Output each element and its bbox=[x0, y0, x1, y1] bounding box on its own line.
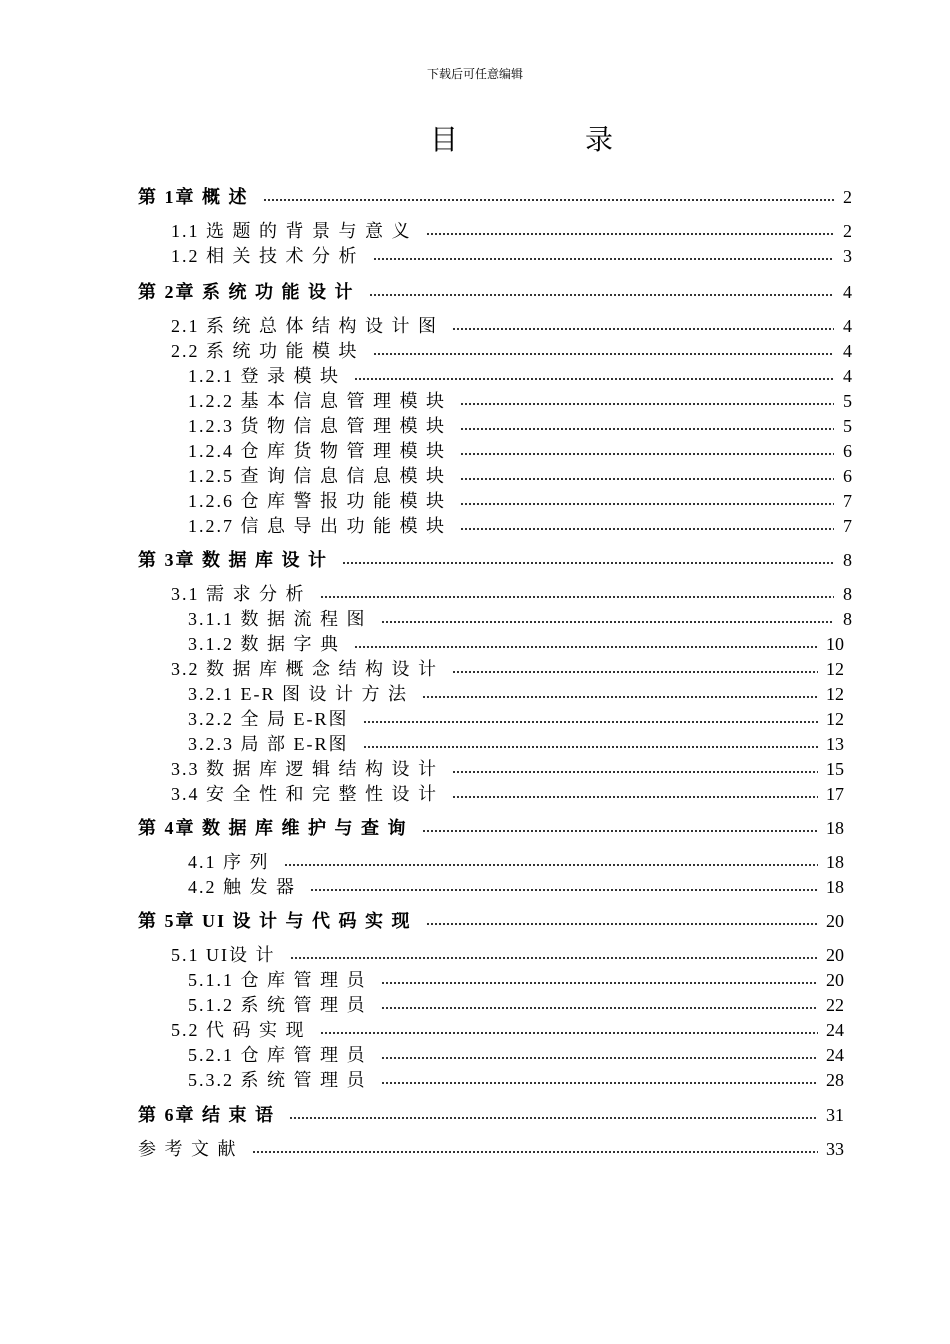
dot-leader bbox=[381, 1082, 819, 1084]
toc-entry bbox=[188, 994, 844, 1016]
toc-entry bbox=[188, 365, 852, 387]
toc-entry bbox=[188, 876, 844, 898]
toc-page-number: 6 bbox=[843, 466, 852, 486]
toc-page-number: 8 bbox=[843, 609, 852, 629]
dot-leader bbox=[452, 671, 818, 673]
toc-entry-label: 1.2.4 仓 库 货 物 管 理 模 块 bbox=[188, 441, 446, 461]
dot-leader bbox=[422, 696, 818, 698]
toc-page-number: 10 bbox=[826, 634, 844, 654]
toc-entry bbox=[188, 733, 844, 755]
toc-entry-label: 3.2 数 据 库 概 念 结 构 设 计 bbox=[171, 659, 438, 679]
toc-entry-label: 3.1.2 数 据 字 典 bbox=[188, 634, 340, 654]
toc-page-number: 12 bbox=[826, 659, 844, 679]
dot-leader bbox=[426, 923, 818, 925]
toc-entry-label: 第 6章 结 束 语 bbox=[138, 1105, 275, 1125]
toc-entry bbox=[188, 415, 852, 437]
toc-page-number: 15 bbox=[826, 759, 844, 779]
toc-entry-label: 3.2.2 全 局 E-R图 bbox=[188, 709, 349, 729]
dot-leader bbox=[460, 478, 834, 480]
dot-leader bbox=[342, 562, 834, 564]
toc-entry-label: 1.1 选 题 的 背 景 与 意 义 bbox=[171, 221, 412, 241]
toc-entry bbox=[188, 683, 844, 705]
toc-entry bbox=[188, 1044, 844, 1066]
toc-page-number: 22 bbox=[826, 995, 844, 1015]
dot-leader bbox=[422, 830, 819, 832]
toc-entry-label: 2.2 系 统 功 能 模 块 bbox=[171, 341, 359, 361]
toc-entry-label: 第 1章 概 述 bbox=[138, 187, 249, 207]
toc-entry-label: 1.2.3 货 物 信 息 管 理 模 块 bbox=[188, 416, 446, 436]
toc-entry-label: 1.2.1 登 录 模 块 bbox=[188, 366, 340, 386]
toc-page-number: 8 bbox=[843, 550, 852, 570]
toc-page-number: 24 bbox=[826, 1045, 844, 1065]
toc-entry bbox=[188, 465, 852, 487]
dot-leader bbox=[363, 746, 819, 748]
toc-entry bbox=[188, 708, 844, 730]
dot-leader bbox=[452, 328, 834, 330]
toc-entry bbox=[188, 969, 844, 991]
dot-leader bbox=[426, 233, 835, 235]
toc-page-number: 18 bbox=[826, 818, 844, 838]
toc-page-number: 5 bbox=[843, 391, 852, 411]
dot-leader bbox=[373, 353, 835, 355]
dot-leader bbox=[373, 258, 835, 260]
toc-page-number: 4 bbox=[843, 366, 852, 386]
dot-leader bbox=[381, 1057, 819, 1059]
toc-entry bbox=[171, 658, 844, 680]
toc-chapter-entry bbox=[138, 817, 844, 839]
dot-leader bbox=[381, 1007, 819, 1009]
toc-page-number: 4 bbox=[843, 282, 852, 302]
toc-page-number: 4 bbox=[843, 316, 852, 336]
toc-chapter-entry bbox=[138, 281, 852, 303]
toc-entry bbox=[171, 583, 852, 605]
toc-entry-label: 5.1.2 系 统 管 理 员 bbox=[188, 995, 367, 1015]
toc-entry-label: 第 4章 数 据 库 维 护 与 查 询 bbox=[138, 818, 408, 838]
toc-page-number: 20 bbox=[826, 911, 844, 931]
dot-leader bbox=[289, 1117, 818, 1119]
toc-entry bbox=[188, 851, 844, 873]
toc-entry-label: 5.1 UI设 计 bbox=[171, 945, 276, 965]
dot-leader bbox=[252, 1151, 819, 1153]
toc-page-number: 12 bbox=[826, 709, 844, 729]
toc-entry bbox=[171, 220, 852, 242]
toc-page-number: 18 bbox=[826, 877, 844, 897]
toc-page-number: 12 bbox=[826, 684, 844, 704]
dot-leader bbox=[452, 771, 818, 773]
toc-entry-label: 3.3 数 据 库 逻 辑 结 构 设 计 bbox=[171, 759, 438, 779]
toc-entry-label: 第 5章 UI 设 计 与 代 码 实 现 bbox=[138, 911, 412, 931]
dot-leader bbox=[284, 864, 819, 866]
dot-leader bbox=[369, 294, 835, 296]
toc-entry bbox=[171, 315, 852, 337]
toc-page-number: 4 bbox=[843, 341, 852, 361]
toc-page-number: 31 bbox=[826, 1105, 844, 1125]
toc-entry-label: 3.4 安 全 性 和 完 整 性 设 计 bbox=[171, 784, 438, 804]
toc-entry bbox=[171, 245, 852, 267]
toc-entry-label: 1.2.6 仓 库 警 报 功 能 模 块 bbox=[188, 491, 446, 511]
toc-page-number: 24 bbox=[826, 1020, 844, 1040]
toc-entry bbox=[188, 608, 852, 630]
toc-entry-label: 3.1 需 求 分 析 bbox=[171, 584, 306, 604]
toc-entry-label: 第 3章 数 据 库 设 计 bbox=[138, 550, 328, 570]
toc-entry bbox=[171, 340, 852, 362]
toc-entry-label: 5.2 代 码 实 现 bbox=[171, 1020, 306, 1040]
toc-page-number: 5 bbox=[843, 416, 852, 436]
toc-entry bbox=[188, 633, 844, 655]
toc-chapter-entry bbox=[138, 1104, 844, 1126]
dot-leader bbox=[460, 528, 834, 530]
toc-entry-label: 5.1.1 仓 库 管 理 员 bbox=[188, 970, 367, 990]
toc-entry bbox=[188, 490, 852, 512]
toc-page-number: 6 bbox=[843, 441, 852, 461]
toc-entry bbox=[171, 783, 844, 805]
toc-entry-label: 3.2.1 E-R 图 设 计 方 法 bbox=[188, 684, 408, 704]
toc-page-number: 2 bbox=[843, 221, 852, 241]
dot-leader bbox=[263, 199, 835, 201]
toc-entry bbox=[188, 1069, 844, 1091]
toc-entry-label: 1.2.2 基 本 信 息 管 理 模 块 bbox=[188, 391, 446, 411]
toc-entry bbox=[171, 758, 844, 780]
toc-chapter-entry bbox=[138, 549, 852, 571]
toc-page-number: 2 bbox=[843, 187, 852, 207]
toc-page-number: 13 bbox=[826, 734, 844, 754]
toc-entry bbox=[171, 1019, 844, 1041]
toc-page-number: 7 bbox=[843, 491, 852, 511]
toc-entry-label: 4.2 触 发 器 bbox=[188, 877, 296, 897]
dot-leader bbox=[381, 621, 835, 623]
toc-entry bbox=[188, 440, 852, 462]
toc-page-number: 3 bbox=[843, 246, 852, 266]
toc-page-number: 17 bbox=[826, 784, 844, 804]
dot-leader bbox=[452, 796, 818, 798]
dot-leader bbox=[320, 596, 835, 598]
toc-entry-label: 4.1 序 列 bbox=[188, 852, 270, 872]
dot-leader bbox=[290, 957, 819, 959]
toc-entry-label: 第 2章 系 统 功 能 设 计 bbox=[138, 282, 355, 302]
toc-page-number: 8 bbox=[843, 584, 852, 604]
dot-leader bbox=[460, 403, 834, 405]
toc-entry-label: 3.1.1 数 据 流 程 图 bbox=[188, 609, 367, 629]
toc-entry-label: 5.3.2 系 统 管 理 员 bbox=[188, 1070, 367, 1090]
page-header: 下载后可任意编辑 bbox=[426, 67, 523, 81]
toc-entry-label: 1.2 相 关 技 术 分 析 bbox=[171, 246, 359, 266]
page-title: 目 录 bbox=[430, 125, 674, 156]
dot-leader bbox=[354, 378, 834, 380]
toc-page-number: 7 bbox=[843, 516, 852, 536]
toc-entry bbox=[188, 515, 852, 537]
dot-leader bbox=[320, 1032, 819, 1034]
dot-leader bbox=[363, 721, 819, 723]
toc-entry-label: 3.2.3 局 部 E-R图 bbox=[188, 734, 349, 754]
toc-entry-label: 参 考 文 献 bbox=[138, 1139, 238, 1159]
toc-chapter-entry bbox=[138, 186, 852, 208]
toc-entry bbox=[188, 390, 852, 412]
toc-chapter-entry bbox=[138, 910, 844, 932]
toc-page-number: 20 bbox=[826, 945, 844, 965]
toc-entry-label: 1.2.5 查 询 信 息 信 息 模 块 bbox=[188, 466, 446, 486]
dot-leader bbox=[460, 428, 834, 430]
toc-entry-label: 1.2.7 信 息 导 出 功 能 模 块 bbox=[188, 516, 446, 536]
toc-page-number: 18 bbox=[826, 852, 844, 872]
dot-leader bbox=[381, 982, 819, 984]
dot-leader bbox=[460, 453, 834, 455]
toc-entry-label: 2.1 系 统 总 体 结 构 设 计 图 bbox=[171, 316, 438, 336]
toc-page-number: 33 bbox=[826, 1139, 844, 1159]
dot-leader bbox=[310, 889, 818, 891]
toc-page-number: 20 bbox=[826, 970, 844, 990]
toc-page-number: 28 bbox=[826, 1070, 844, 1090]
dot-leader bbox=[354, 646, 818, 648]
dot-leader bbox=[460, 503, 834, 505]
toc-entry bbox=[138, 1138, 844, 1160]
toc-entry-label: 5.2.1 仓 库 管 理 员 bbox=[188, 1045, 367, 1065]
toc-entry bbox=[171, 944, 844, 966]
